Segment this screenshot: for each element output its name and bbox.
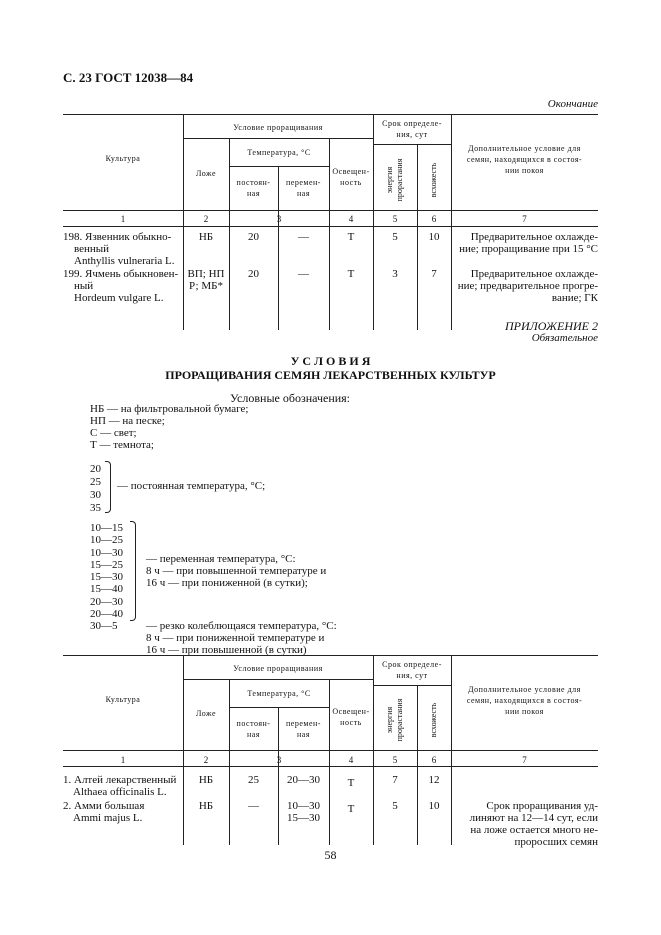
col-number: 1 xyxy=(120,214,126,224)
col-culture-header: Культура xyxy=(105,695,141,704)
extra-condition: Предварительное охлажде- ние; проращивание при 15 °С xyxy=(459,231,598,255)
col-light-header: Освещен- ность xyxy=(332,167,370,187)
bed-value: НБ xyxy=(198,800,214,812)
col-number: 4 xyxy=(348,214,354,224)
germ-value: 12 xyxy=(428,774,440,786)
col-condition-header: Условие проращивания xyxy=(233,123,323,132)
col-germ-header: всхожесть xyxy=(429,702,438,738)
energy-value: 5 xyxy=(392,800,398,812)
col-var-header: перемен- ная xyxy=(286,178,321,198)
var-temp-desc: — переменная температура, °С: 8 ч — при повышенной температуре и 16 ч — при пониженной (в сутки); xyxy=(146,553,327,589)
col-extra-header: Дополнительное условие для семян, находящихся в состоя- нии покоя xyxy=(466,685,583,716)
var-temp-value: — xyxy=(298,231,309,243)
bed-value: НБ xyxy=(198,774,214,786)
col-const-header: постоян- ная xyxy=(236,178,271,198)
legend-item: Т — темнота; xyxy=(90,439,154,451)
bed-value: ВП; НП Р; МБ* xyxy=(187,268,225,292)
col-energy-header: энергия прорастания xyxy=(385,158,404,202)
bed-value: НБ xyxy=(198,231,214,243)
legend-title: Условные обозначения: xyxy=(230,391,351,405)
const-temp-value: — xyxy=(248,800,259,812)
appendix-label: ПРИЛОЖЕНИЕ 2 xyxy=(505,319,598,333)
col-energy-header: энергия прорастания xyxy=(385,698,404,742)
col-number: 3 xyxy=(276,214,282,224)
col-temperature-header: Температура, °С xyxy=(247,689,311,698)
col-extra-header: Дополнительное условие для семян, находящихся в состоя- нии покоя xyxy=(466,144,583,175)
light-value: Т xyxy=(347,777,355,789)
col-term-header: Срок определе- ния, сут xyxy=(382,660,442,680)
col-number: 1 xyxy=(120,755,126,765)
germ-value: 10 xyxy=(428,231,440,243)
const-brace xyxy=(105,461,111,513)
appendix-status: Обязательное xyxy=(531,332,598,344)
const-temp-value: 25 xyxy=(248,774,259,786)
appendix-subtitle: ПРОРАЩИВАНИЯ СЕМЯН ЛЕКАРСТВЕННЫХ КУЛЬТУР xyxy=(165,368,496,382)
germ-value: 7 xyxy=(431,268,437,280)
var-temp-value: — xyxy=(298,268,309,280)
col-const-header: постоян- ная xyxy=(236,719,271,739)
var-temp-list: 10—15 10—25 10—30 15—25 15—30 15—40 20—30 20—40 xyxy=(90,522,123,621)
continuation-label: Окончание xyxy=(547,98,598,110)
light-value: Т xyxy=(347,268,355,280)
const-temp-desc: — постоянная температура, °С; xyxy=(117,480,266,492)
col-term-header: Срок определе- ния, сут xyxy=(382,119,442,139)
col-number: 2 xyxy=(203,755,209,765)
appendix-title: У С Л О В И Я xyxy=(290,354,371,368)
var-brace xyxy=(130,521,136,621)
energy-value: 7 xyxy=(392,774,398,786)
col-bed-header: Ложе xyxy=(196,709,216,718)
light-value: Т xyxy=(347,803,355,815)
col-temperature-header: Температура, °С xyxy=(247,148,311,157)
const-temp-value: 20 xyxy=(248,268,259,280)
legend-item: НБ — на фильтровальной бумаге; xyxy=(90,403,249,415)
col-number: 5 xyxy=(392,755,398,765)
col-germ-header: всхожесть xyxy=(429,162,438,198)
culture-name: 198. Язвенник обыкно- венный Anthyllis vulneraria L. xyxy=(63,231,175,267)
col-number: 7 xyxy=(522,755,527,765)
var-temp-value: 20—30 xyxy=(287,774,320,786)
col-number: 3 xyxy=(276,755,282,765)
energy-value: 5 xyxy=(392,231,398,243)
const-temp-list: 20 25 30 35 xyxy=(90,463,101,514)
germ-value: 10 xyxy=(428,800,440,812)
page-number: 58 xyxy=(324,848,337,862)
culture-name: 1. Алтей лекарственный Althaea officinalis L. xyxy=(63,774,177,798)
col-number: 5 xyxy=(392,214,398,224)
sharp-temp-desc: — резко колеблющаяся температура, °С: 8 ч — при пониженной температуре и 16 ч — при повышенной (в сутки) xyxy=(146,620,337,656)
col-number: 4 xyxy=(348,755,354,765)
legend-item: С — свет; xyxy=(90,427,137,439)
energy-value: 3 xyxy=(392,268,398,280)
col-number: 2 xyxy=(203,214,209,224)
extra-condition: Предварительное охлажде- ние; предварительное прогре- вание; ГК xyxy=(457,268,598,304)
culture-name: 2. Амми большая Ammi majus L. xyxy=(63,800,145,824)
var-temp-value: 10—30 15—30 xyxy=(287,800,320,824)
legend-item: НП — на песке; xyxy=(90,415,165,427)
col-light-header: Освещен- ность xyxy=(332,707,370,727)
culture-name: 199. Ячмень обыкновен- ный Hordeum vulgare L. xyxy=(63,268,179,304)
col-number: 7 xyxy=(522,214,527,224)
const-temp-value: 20 xyxy=(248,231,259,243)
light-value: Т xyxy=(347,231,355,243)
col-number: 6 xyxy=(431,214,437,224)
col-condition-header: Условие проращивания xyxy=(233,664,323,673)
sharp-temp: 30—5 xyxy=(90,620,118,632)
extra-condition: Срок проращивания уд- линяют на 12—14 сут, если на ложе остается много не- проросших семян xyxy=(469,800,598,848)
col-var-header: перемен- ная xyxy=(286,719,321,739)
legend-list xyxy=(90,403,249,451)
page-header: С. 23 ГОСТ 12038—84 xyxy=(63,70,194,85)
col-number: 6 xyxy=(431,755,437,765)
col-culture-header: Культура xyxy=(105,154,141,163)
col-bed-header: Ложе xyxy=(196,169,216,178)
